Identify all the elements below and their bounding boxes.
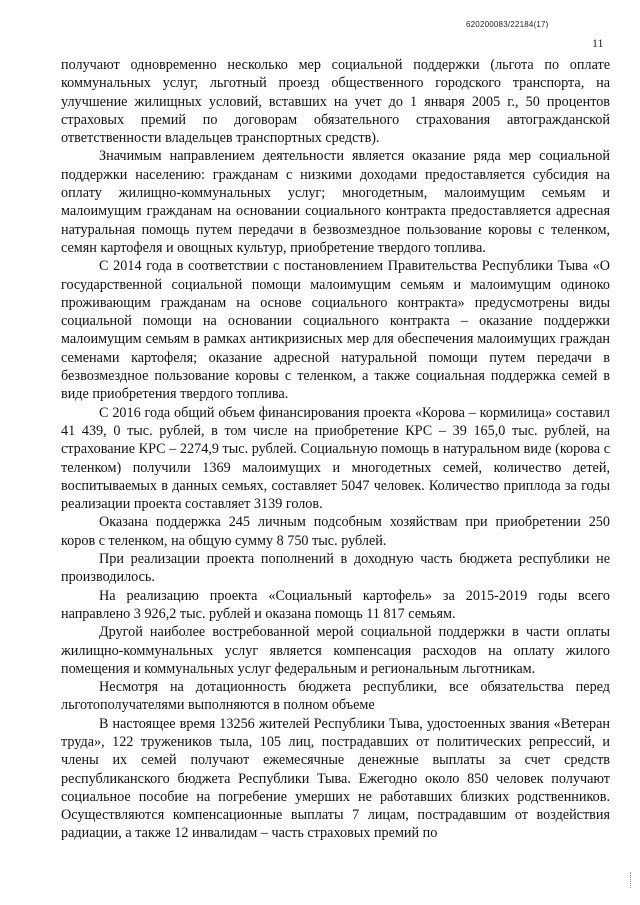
- paragraph-social-contract-2014: С 2014 года в соответствии с постановлением Правительства Республики Тыва «О государственной социальной помощи малоимущим семьям и малоимущим одиноко проживающим гражданам на основе социального контракта» предусмотрены виды социальной помощи на основании социального контракта – оказание поддержки малоимущим семьям в рамках антикризисных мер для обеспечения малоимущих граждан семенами картофеля; оказание адресной натуральной помощи путем передачи в безвозмездное пользование коровы с теленком, а также социальная поддержка семей в виде приобретения твердого топлива.: [61, 258, 610, 403]
- document-code: 620200083/22184(17): [466, 20, 549, 29]
- paragraph-social-support: Значимым направлением деятельности является оказание ряда мер социальной поддержки населению: гражданам с низкими доходами предоставляется субсидия на оплату жилищно-коммунальных услуг; многодетным, малоимущим семьям и малоимущим гражданам на основании социального контракта предоставляется адресная натуральная помощь путем передачи в безвозмездное пользование коровы с теленком, семян картофеля и овощных культур, приобретение твердого топлива.: [61, 148, 610, 256]
- paragraph-housing-compensation: Другой наиболее востребованной мерой социальной поддержки в части оплаты жилищно-коммунальных услуг является компенсация расходов на оплату жилого помещения и коммунальных услуг федеральным и региональным льготникам.: [61, 624, 610, 677]
- paragraph-potato-project: На реализацию проекта «Социальный картофель» за 2015-2019 годы всего направлено 3 926,2 тыс. рублей и оказана помощь 11 817 семьям.: [61, 587, 610, 622]
- paragraph-budget-revenue: При реализации проекта пополнений в доходную часть бюджета республики не производилось.: [61, 551, 610, 586]
- page-body: [61, 56, 610, 843]
- paragraph-continuation: получают одновременно несколько мер социальной поддержки (льгота по оплате коммунальных услуг, льготный проезд общественного городского транспорта, на улучшение жилищных условий, вставших на учет до 1 января 2005 г., 50 процентов страховых премий по договорам обязательного страхования автогражданской ответственности владельцев транспортных средств).: [61, 57, 610, 147]
- scan-edge-mark: [630, 872, 634, 888]
- paragraph-obligations: Несмотря на дотационность бюджета республики, все обязательства перед льготополучателями выполняются в полном объеме: [61, 679, 610, 714]
- paragraph-household-support: Оказана поддержка 245 личным подсобным хозяйствам при приобретении 250 коров с теленком, на общую сумму 8 750 тыс. рублей.: [61, 514, 610, 549]
- paragraph-veterans: В настоящее время 13256 жителей Республики Тыва, удостоенных звания «Ветеран труда», 122 тружеников тыла, 105 лиц, пострадавших от политических репрессий, и члены их семей получают ежемесячные денежные выплаты за счет средств республиканского бюджета Республики Тыва. Ежегодно около 850 человек получают социальное пособие на погребение умерших не работавших близких родственников. Осуществляются компенсационные выплаты 7 лицам, пострадавшим от воздействия радиации, а также 12 инвалидам – часть страховых премий по: [61, 715, 610, 842]
- paragraph-cow-project-2016: С 2016 года общий объем финансирования проекта «Корова – кормилица» составил 41 439, 0 тыс. рублей, в том числе на приобретение КРС – 39 165,0 тыс. рублей, на страхование КРС – 2274,9 тыс. рублей. Социальную помощь в натуральном виде (корова с теленком) получили 1369 малоимущих и многодетных семей, количество детей, воспитываемых в данных семьях, составляет 5047 человек. Количество приплода за годы реализации проекта составляет 3139 голов.: [61, 404, 610, 513]
- page-number: 11: [592, 36, 604, 50]
